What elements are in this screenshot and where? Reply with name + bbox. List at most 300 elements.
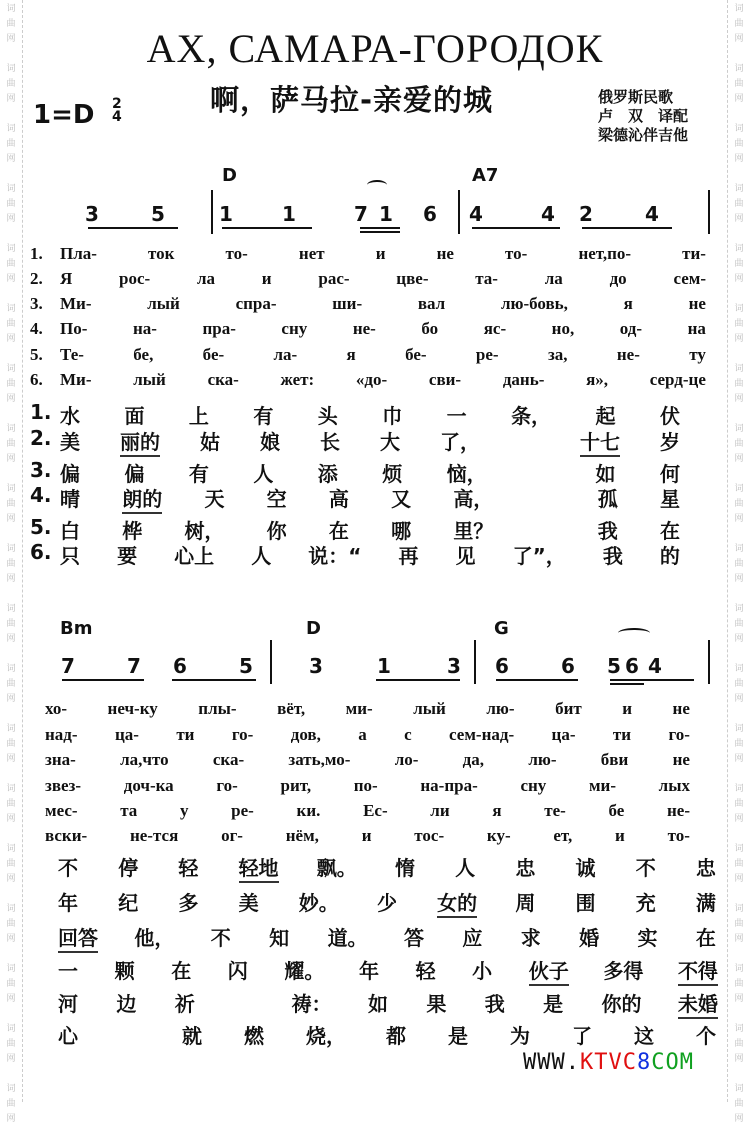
watermark-text: 词曲网 <box>6 304 16 344</box>
lyric-syllable: цве- <box>396 269 429 288</box>
lyric-word: 美 <box>60 430 80 454</box>
note: 2 <box>579 202 593 226</box>
lyric-word: 知 <box>269 926 290 950</box>
lyric-syllable: и <box>361 826 372 845</box>
verse-line-zh <box>58 887 718 918</box>
lyric-word: 答 <box>403 926 424 950</box>
lyric-syllable: бе- <box>202 345 225 364</box>
watermark-text: 词曲网 <box>6 4 16 44</box>
lyric-syllable: не- <box>616 345 640 364</box>
lyric-syllable: ца- <box>114 725 139 744</box>
verse-number: 5. <box>30 345 43 364</box>
verse-line-zh <box>58 922 718 953</box>
watermark-text: 词曲网 <box>734 1024 744 1064</box>
verse-line-zh <box>58 988 718 1019</box>
watermark-text: 词曲网 <box>6 424 16 464</box>
lyric-syllable: и <box>375 244 386 263</box>
lyric-syllable: ска- <box>212 750 245 769</box>
website-watermark <box>523 1050 694 1075</box>
lyric-word: 面 <box>124 404 145 428</box>
lyric-word: 多得 <box>603 959 644 983</box>
bar-line <box>211 190 213 234</box>
chord: Bm <box>60 618 93 639</box>
lyric-syllable: я», <box>586 370 609 389</box>
beam <box>496 679 578 681</box>
title-russian: АХ, САМАРА-ГОРОДОК <box>146 26 604 71</box>
lyric-word: 水 <box>60 404 80 428</box>
lyric-syllable: то- <box>225 244 248 263</box>
lyric-syllable: над- <box>45 725 78 744</box>
lyric-word: 都 <box>386 1024 406 1048</box>
lyric-syllable: дань- <box>502 370 545 389</box>
note: 6 <box>173 654 187 678</box>
note: 5 <box>607 654 621 678</box>
lyric-word: 烦 <box>382 462 403 486</box>
beam <box>222 227 312 229</box>
lyric-syllable: яс- <box>483 319 507 338</box>
beam <box>88 227 178 229</box>
note: 1 <box>379 202 393 226</box>
watermark-text: 词曲网 <box>6 484 16 524</box>
chord: G <box>494 618 509 639</box>
lyric-word: 有 <box>253 404 274 428</box>
verse-line-ru <box>30 319 706 339</box>
time-signature <box>112 98 122 124</box>
lyric-word: 纪 <box>118 891 139 915</box>
lyric-word: 如 <box>595 462 616 486</box>
verse-number: 6. <box>30 370 43 389</box>
lyric-syllable: вёт, <box>277 699 306 718</box>
lyric-word: 的 <box>659 544 680 568</box>
lyric-word: 空 <box>266 487 287 511</box>
lyric-word: 不 <box>58 856 78 880</box>
lyric-syllable: бви <box>600 750 629 769</box>
lyric-word: 你 <box>266 519 287 543</box>
lyric-syllable: лый <box>413 699 446 718</box>
lyric-word: 我 <box>484 992 505 1016</box>
lyric-word: 大 <box>380 430 400 454</box>
site-www: WWW. <box>523 1050 580 1075</box>
lyric-syllable: ти <box>176 725 195 744</box>
verse-line-ru <box>30 370 706 390</box>
lyric-word: 祈 <box>174 992 195 1016</box>
lyric-word: 高， <box>453 487 494 511</box>
lyric-word: 高 <box>328 487 349 511</box>
lyric-word: 颗 <box>114 959 135 983</box>
note: 1 <box>377 654 391 678</box>
note: 6 <box>495 654 509 678</box>
watermark-text: 词曲网 <box>6 124 16 164</box>
lyric-word: 少 <box>376 891 397 915</box>
lyric-word: 如 <box>367 992 388 1016</box>
lyric-syllable: го- <box>231 725 254 744</box>
lyric-syllable: ска- <box>207 370 239 389</box>
lyric-syllable: Ес- <box>363 801 388 820</box>
lyric-word: 忠 <box>515 856 536 880</box>
note: 4 <box>541 202 555 226</box>
verse-line-zh <box>30 540 680 569</box>
lyric-syllable: и <box>261 269 272 288</box>
watermark-text: 词曲网 <box>734 124 744 164</box>
staff-line-1 <box>0 190 750 230</box>
beam <box>582 227 672 229</box>
lyric-syllable: лю-бовь, <box>500 294 568 313</box>
verse-line-ru <box>30 345 706 365</box>
lyric-syllable: не <box>672 750 690 769</box>
credit-guitar: 梁德沁伴吉他 <box>598 126 689 144</box>
watermark-text: 词曲网 <box>734 4 744 44</box>
verse-number: 1. <box>30 244 43 263</box>
lyric-syllable: бит <box>555 699 582 718</box>
lyric-word: 朗的 <box>122 483 162 514</box>
lyric-syllable: с <box>404 725 412 744</box>
lyric-word: 恼， <box>446 462 487 486</box>
lyric-syllable: ми- <box>588 776 616 795</box>
note: 4 <box>648 654 662 678</box>
watermark-text: 词曲网 <box>6 1084 16 1124</box>
verse-line-ru <box>45 699 690 719</box>
site-8: 8 <box>636 1050 652 1075</box>
lyric-syllable: и <box>622 699 633 718</box>
lyric-word: 未婚 <box>678 988 718 1019</box>
verse-line-ru <box>45 826 690 846</box>
lyric-word: 我 <box>597 519 618 543</box>
lyric-syllable: звез- <box>45 776 82 795</box>
credit-origin: 俄罗斯民歌 <box>598 88 674 106</box>
watermark-text: 词曲网 <box>6 364 16 404</box>
lyric-word: 树， <box>184 519 225 543</box>
watermark-text: 词曲网 <box>734 64 744 104</box>
lyric-syllable: ре- <box>475 345 499 364</box>
note: 5 <box>151 202 165 226</box>
lyric-syllable: вски- <box>45 826 88 845</box>
lyric-word: 围 <box>575 891 596 915</box>
lyric-syllable: ти <box>612 725 632 744</box>
lyric-word: 轻 <box>178 856 199 880</box>
watermark-text: 词曲网 <box>6 784 16 824</box>
lyric-syllable: Ми- <box>60 370 92 389</box>
site-ktvc: KTVC <box>579 1050 637 1075</box>
note: 1 <box>282 202 296 226</box>
note: 7 <box>61 654 75 678</box>
site-com: COM <box>651 1050 694 1075</box>
lyric-word <box>233 988 255 1019</box>
lyric-word: 只 <box>60 544 80 568</box>
lyric-word: 了， <box>440 430 480 454</box>
watermark-text: 词曲网 <box>734 664 744 704</box>
lyric-syllable: ку- <box>486 826 511 845</box>
lyric-syllable: доч-ка <box>123 776 174 795</box>
watermark-text: 词曲网 <box>734 304 744 344</box>
verse-number: 1. <box>30 400 52 424</box>
lyric-word: 有 <box>188 462 209 486</box>
lyric-syllable: серд-це <box>649 370 706 389</box>
lyric-word: 见 <box>455 544 476 568</box>
verse-number: 4. <box>30 319 43 338</box>
lyric-word: 哪 <box>391 519 412 543</box>
lyric-syllable: лых <box>658 776 690 795</box>
lyric-word: 在 <box>659 519 680 543</box>
watermark-text: 词曲网 <box>6 664 16 704</box>
verse-line-ru <box>45 776 690 796</box>
lyric-syllable: сем- <box>673 269 706 288</box>
beam <box>472 227 560 229</box>
lyric-syllable: рас- <box>318 269 350 288</box>
note: 7 <box>127 654 141 678</box>
key-signature: 1=D <box>33 100 95 130</box>
lyric-syllable: дов, <box>290 725 321 744</box>
meter-bottom: 4 <box>112 109 122 125</box>
lyric-word: 丽的 <box>120 426 160 457</box>
watermark-text: 词曲网 <box>6 724 16 764</box>
watermark-text: 词曲网 <box>6 544 16 584</box>
lyric-syllable: ло- <box>394 750 419 769</box>
lyric-syllable: то- <box>505 244 528 263</box>
lyric-syllable: плы- <box>198 699 237 718</box>
note: 5 <box>239 654 253 678</box>
lyric-word: 年 <box>358 959 379 983</box>
lyric-syllable: хо- <box>45 699 68 718</box>
lyric-word: 耀。 <box>284 959 325 983</box>
lyric-syllable: ет, <box>553 826 573 845</box>
bar-line <box>270 640 272 684</box>
beam <box>376 679 460 681</box>
lyric-syllable: неч-ку <box>107 699 158 718</box>
lyric-word: 这 <box>634 1024 654 1048</box>
lyric-word: 祷： <box>291 992 332 1016</box>
lyric-syllable: сну <box>520 776 547 795</box>
verse-number: 3. <box>30 294 43 313</box>
verse-line-ru <box>30 269 706 289</box>
lyric-syllable: Ми- <box>60 294 92 313</box>
lyric-word: 人 <box>251 544 272 568</box>
verse-line-zh <box>58 955 718 986</box>
lyric-syllable: мес- <box>45 801 78 820</box>
lyric-syllable: тос- <box>414 826 445 845</box>
lyric-word: 诚 <box>575 856 596 880</box>
lyric-syllable: спра- <box>235 294 277 313</box>
watermark-text: 词曲网 <box>6 904 16 944</box>
lyric-syllable: на- <box>132 319 157 338</box>
lyric-word: 头 <box>317 404 338 428</box>
verse-number: 3. <box>30 458 52 482</box>
lyric-word: 人 <box>455 856 476 880</box>
lyric-syllable: рос- <box>119 269 151 288</box>
tie <box>367 180 387 190</box>
verse-number: 4. <box>30 483 52 507</box>
watermark-text: 词曲网 <box>734 484 744 524</box>
beam <box>172 679 256 681</box>
lyric-syllable: но, <box>551 319 575 338</box>
verse-line-zh <box>58 1020 718 1049</box>
lyric-syllable: вал <box>417 294 446 313</box>
lyric-syllable: ток <box>148 244 175 263</box>
lyric-word: 他， <box>134 926 175 950</box>
lyric-word: 是 <box>543 992 564 1016</box>
note: 6 <box>423 202 437 226</box>
lyric-word: 边 <box>116 992 137 1016</box>
lyric-word: 停 <box>118 856 139 880</box>
verse-number: 2. <box>30 426 52 450</box>
lyric-word: 回答 <box>58 922 98 953</box>
watermark-text: 词曲网 <box>734 844 744 884</box>
lyric-word: 闪 <box>227 959 248 983</box>
lyric-syllable: го- <box>216 776 238 795</box>
note: 6 <box>561 654 575 678</box>
lyric-word: 桦 <box>122 519 143 543</box>
lyric-word: 个 <box>696 1024 716 1048</box>
lyric-syllable: я <box>492 801 502 820</box>
note: 4 <box>645 202 659 226</box>
lyric-syllable: а <box>358 725 367 744</box>
lyric-syllable: ла <box>544 269 563 288</box>
lyric-word: 年 <box>58 891 78 915</box>
watermark-text: 词曲网 <box>734 424 744 464</box>
lyric-syllable: рит, <box>280 776 312 795</box>
chord: A7 <box>472 165 499 186</box>
watermark-text: 词曲网 <box>734 184 744 224</box>
lyric-syllable: ту <box>689 345 706 364</box>
watermark-text: 词曲网 <box>6 604 16 644</box>
lyric-word: 充 <box>635 891 656 915</box>
lyric-syllable: на-пра- <box>420 776 478 795</box>
lyric-syllable: та <box>120 801 138 820</box>
lyric-word: 说：“ <box>308 544 362 568</box>
watermark-text: 词曲网 <box>6 64 16 104</box>
lyric-syllable: жет: <box>280 370 315 389</box>
lyric-word: 妙。 <box>298 891 339 915</box>
watermark-text: 词曲网 <box>734 904 744 944</box>
lyric-word: 起 <box>595 404 616 428</box>
lyric-syllable: то- <box>667 826 690 845</box>
lyric-word: 星 <box>659 487 680 511</box>
lyric-syllable: не <box>436 244 454 263</box>
watermark-text: 词曲网 <box>734 724 744 764</box>
lyric-word: 实 <box>637 926 658 950</box>
lyric-word: 惰 <box>394 856 415 880</box>
watermark-text: 词曲网 <box>6 844 16 884</box>
lyric-word: 了 <box>572 1024 592 1048</box>
lyric-word: 何 <box>659 462 680 486</box>
lyric-word <box>536 483 556 514</box>
lyric-word: 再 <box>398 544 419 568</box>
lyric-word: 添 <box>317 462 338 486</box>
watermark-text: 词曲网 <box>734 784 744 824</box>
lyric-syllable: не- <box>666 801 690 820</box>
lyric-syllable: пра- <box>202 319 236 338</box>
lyric-syllable: ре- <box>231 801 254 820</box>
lyric-syllable: сви- <box>428 370 462 389</box>
verse-line-ru <box>30 244 706 264</box>
lyric-syllable: лый <box>133 370 166 389</box>
lyric-word: 上 <box>188 404 209 428</box>
lyric-syllable: сну <box>281 319 308 338</box>
lyric-word: 是 <box>448 1024 468 1048</box>
lyric-word: 条， <box>511 404 552 428</box>
lyric-word: 在 <box>695 926 716 950</box>
beam <box>62 679 144 681</box>
lyric-syllable: ла <box>196 269 216 288</box>
lyric-word: 不得 <box>678 955 718 986</box>
lyric-syllable: да, <box>462 750 485 769</box>
verse-line-zh <box>58 852 718 883</box>
lyric-syllable: нет <box>298 244 325 263</box>
verse-line-zh <box>30 426 680 457</box>
lyric-syllable: ог- <box>221 826 243 845</box>
verse-number: 2. <box>30 269 43 288</box>
lyric-syllable: за, <box>547 345 568 364</box>
title-chinese: 啊，萨马拉-亲爱的城 <box>210 83 494 117</box>
lyric-syllable: По- <box>60 319 88 338</box>
lyric-word: 伙子 <box>529 955 569 986</box>
bar-line <box>474 640 476 684</box>
watermark-text: 词曲网 <box>734 1084 744 1124</box>
lyric-word: 道。 <box>327 926 368 950</box>
lyric-word: 岁 <box>660 430 680 454</box>
lyric-syllable: од- <box>619 319 643 338</box>
lyric-word: 燃 <box>244 1024 264 1048</box>
tie <box>618 628 650 638</box>
verse-line-zh <box>30 483 680 514</box>
lyric-syllable: до <box>609 269 627 288</box>
verse-number: 6. <box>30 540 52 564</box>
lyric-word <box>520 426 540 457</box>
note: 1 <box>219 202 233 226</box>
meter-top: 2 <box>112 96 122 112</box>
lyric-word: 为 <box>510 1024 530 1048</box>
lyric-word: 心上 <box>174 544 215 568</box>
lyric-syllable: я <box>623 294 633 313</box>
lyric-syllable: Пла- <box>60 244 97 263</box>
lyric-syllable: нём, <box>285 826 319 845</box>
watermark-text: 词曲网 <box>6 244 16 284</box>
lyric-syllable: бо <box>421 319 439 338</box>
lyric-syllable: бе, <box>133 345 154 364</box>
lyric-word: 里？ <box>453 519 494 543</box>
watermark-text: 词曲网 <box>734 544 744 584</box>
lyric-word: 多 <box>178 891 199 915</box>
lyric-word: 心 <box>58 1024 78 1048</box>
left-watermark-strip <box>0 0 23 1124</box>
note: 3 <box>85 202 99 226</box>
watermark-text: 词曲网 <box>734 964 744 1004</box>
watermark-text: 词曲网 <box>734 364 744 404</box>
staff-line-2 <box>0 642 750 682</box>
lyric-syllable: на <box>687 319 706 338</box>
lyric-syllable: бе- <box>405 345 427 364</box>
lyric-word: 人 <box>253 462 274 486</box>
lyric-word: 婚 <box>579 926 600 950</box>
lyric-syllable: лю- <box>528 750 557 769</box>
lyric-word: 飘。 <box>316 856 357 880</box>
lyric-word: 周 <box>515 891 536 915</box>
lyric-syllable: нет,по- <box>578 244 632 263</box>
lyric-syllable: лю- <box>486 699 515 718</box>
lyric-syllable: ки. <box>296 801 321 820</box>
lyric-syllable: сем-над- <box>449 725 515 744</box>
lyric-syllable: Те- <box>60 345 84 364</box>
note: 4 <box>469 202 483 226</box>
bar-line <box>458 190 460 234</box>
watermark-text: 词曲网 <box>6 184 16 224</box>
lyric-word: 美 <box>238 891 259 915</box>
lyric-syllable: бе <box>608 801 625 820</box>
lyric-word: 小 <box>472 959 493 983</box>
lyric-word: 求 <box>520 926 541 950</box>
lyric-word: 长 <box>320 430 340 454</box>
watermark-text: 词曲网 <box>6 964 16 1004</box>
lyric-word: 娘 <box>260 430 280 454</box>
